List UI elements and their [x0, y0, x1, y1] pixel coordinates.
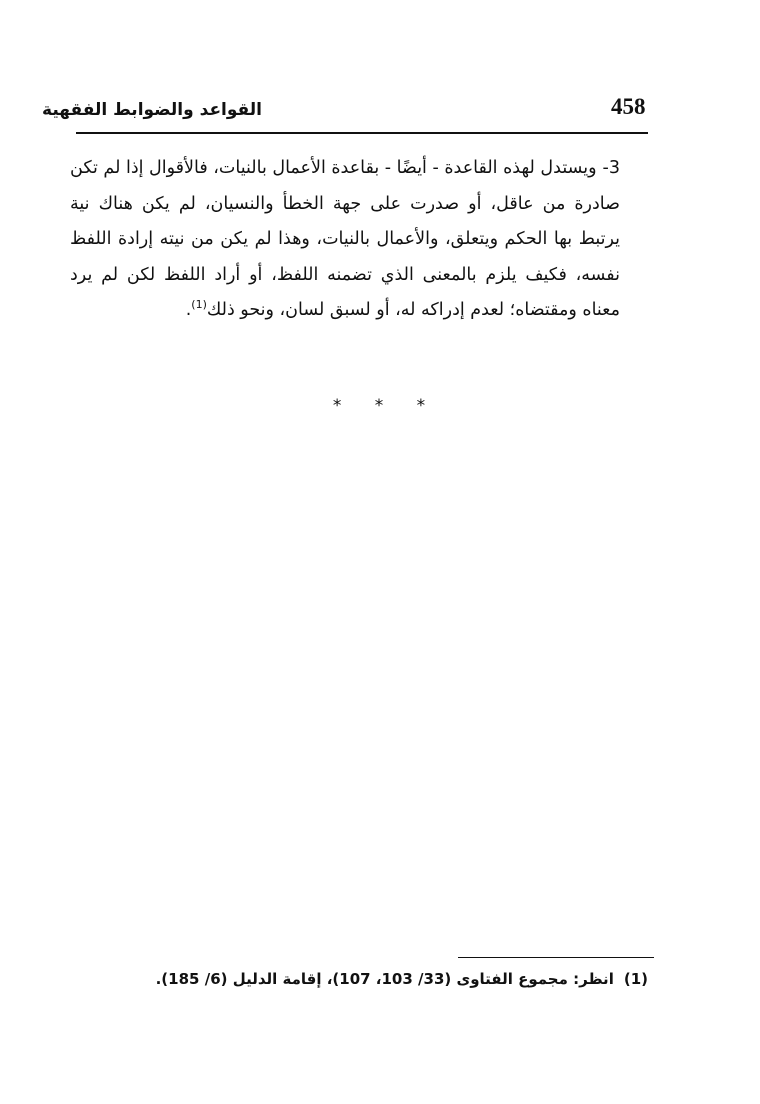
item-number: 3- [602, 158, 620, 178]
section-separator: * * * [332, 396, 440, 416]
body-paragraph [70, 151, 620, 329]
page-number: 458 [611, 94, 646, 119]
footnote-number: (1) [623, 970, 648, 988]
footnote [155, 970, 648, 988]
running-title: القواعد والضوابط الفقهية [42, 100, 262, 120]
footnote-rule [458, 957, 654, 958]
paragraph-text: ويستدل لهذه القاعدة - أيضًا - بقاعدة الأعمال بالنيات، فالأقوال إذا لم تكن صادرة من عاقل، أو صدرت على جهة الخطأ والنسيان، لم يكن هناك نية يرتبط بها الحكم ويتعلق، والأعمال بالنيات، وهذا لم يكن من نيته إرادة اللفظ نفسه، فكيف يلزم بالمعنى الذي تضمنه اللفظ، أو أراد اللفظ لكن لم يرد معناه ومقتضاه؛ لعدم إدراكه له، أو لسبق لسان، ونحو ذلك [70, 158, 620, 320]
paragraph-end-punctuation: . [185, 300, 192, 320]
footnote-reference[interactable]: (1) [191, 298, 207, 312]
header-rule [76, 132, 648, 134]
footnote-text: انظر: مجموع الفتاوى (33/ 103، 107)، إقامة الدليل (6/ 185). [155, 970, 614, 988]
